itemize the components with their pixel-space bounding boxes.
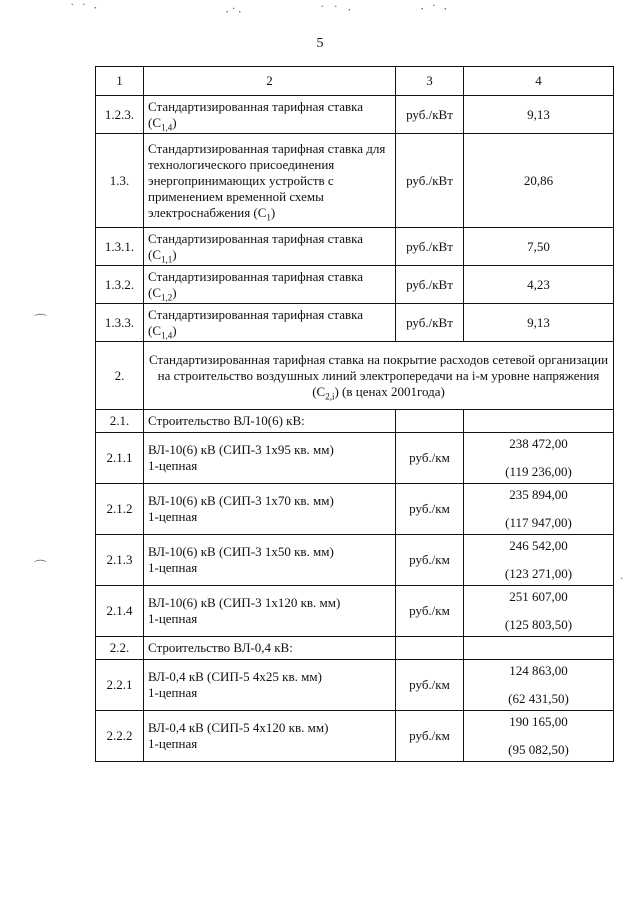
row-unit: руб./км xyxy=(396,433,464,484)
row-name: Стандартизированная тарифная ставка $(C_{1,4})$ xyxy=(144,304,396,342)
scan-artifact: ⌒ xyxy=(34,559,48,574)
row-name: ВЛ-0,4 кВ (СИП-5 4х120 кв. мм) 1-цепная xyxy=(144,711,396,762)
column-header: 3 xyxy=(396,67,464,96)
table-row xyxy=(96,134,614,228)
scan-artifact: · ˙ · xyxy=(420,1,450,16)
row-number: 2.1.3 xyxy=(96,535,144,586)
table-row xyxy=(96,484,614,535)
scan-artifact: ⌒ xyxy=(34,313,48,328)
table-row xyxy=(96,535,614,586)
row-unit: руб./км xyxy=(396,484,464,535)
row-value: 238 472,00 (119 236,00) xyxy=(464,433,614,484)
table-row xyxy=(96,228,614,266)
row-value: 251 607,00 (125 803,50) xyxy=(464,586,614,637)
row-unit: руб./км xyxy=(396,660,464,711)
row-number: 2.1.4 xyxy=(96,586,144,637)
scan-artifact: · xyxy=(620,574,624,585)
row-value: 235 894,00 (117 947,00) xyxy=(464,484,614,535)
table-row xyxy=(96,266,614,304)
scan-artifact: ˙ ˙ · xyxy=(320,2,355,17)
row-number: 2.2.1 xyxy=(96,660,144,711)
group-row xyxy=(96,342,614,410)
row-name: Стандартизированная тарифная ставка $(C_{1,4})$ xyxy=(144,96,396,134)
group-title: Стандартизированная тарифная ставка на покрытие расходов сетевой организации на строительство воздушных линий электропередачи на i-м уровне напряжения $(C_{2,i})$ (в ценах 2001года) xyxy=(144,342,614,410)
column-header: 4 xyxy=(464,67,614,96)
row-number: 2.1.2 xyxy=(96,484,144,535)
row-name: ВЛ-10(6) кВ (СИП-3 1х120 кв. мм) 1-цепная xyxy=(144,586,396,637)
row-number: 2.1. xyxy=(96,410,144,433)
row-name: Стандартизированная тарифная ставка $(C_{1,2})$ xyxy=(144,266,396,304)
row-value: 4,23 xyxy=(464,266,614,304)
table-row xyxy=(96,660,614,711)
row-unit: руб./кВт xyxy=(396,134,464,228)
scan-artifact: ˙ ˙ · xyxy=(70,0,100,15)
table-row xyxy=(96,586,614,637)
row-value: 124 863,00 (62 431,50) xyxy=(464,660,614,711)
row-unit: руб./км xyxy=(396,711,464,762)
empty-cell xyxy=(396,410,464,433)
table-row xyxy=(96,96,614,134)
column-header: 2 xyxy=(144,67,396,96)
section-row xyxy=(96,637,614,660)
row-name: ВЛ-10(6) кВ (СИП-3 1х95 кв. мм) 1-цепная xyxy=(144,433,396,484)
row-number: 2.2.2 xyxy=(96,711,144,762)
empty-cell xyxy=(396,637,464,660)
empty-cell xyxy=(464,637,614,660)
row-value: 20,86 xyxy=(464,134,614,228)
row-number: 1.3. xyxy=(96,134,144,228)
row-number: 1.3.3. xyxy=(96,304,144,342)
row-unit: руб./кВт xyxy=(396,266,464,304)
row-unit: руб./км xyxy=(396,586,464,637)
column-header: 1 xyxy=(96,67,144,96)
row-unit: руб./км xyxy=(396,535,464,586)
table-row xyxy=(96,711,614,762)
empty-cell xyxy=(464,410,614,433)
section-row xyxy=(96,410,614,433)
row-unit: руб./кВт xyxy=(396,304,464,342)
row-number: 2.2. xyxy=(96,637,144,660)
row-value: 7,50 xyxy=(464,228,614,266)
page-number: 5 xyxy=(316,36,324,51)
scan-artifact: ·˙· xyxy=(225,4,244,19)
row-number: 1.3.1. xyxy=(96,228,144,266)
row-value: 246 542,00 (123 271,00) xyxy=(464,535,614,586)
row-value: 9,13 xyxy=(464,96,614,134)
table-header-row xyxy=(96,67,614,96)
row-name: Стандартизированная тарифная ставка $(C_{1,1})$ xyxy=(144,228,396,266)
row-number: 1.3.2. xyxy=(96,266,144,304)
row-value: 190 165,00 (95 082,50) xyxy=(464,711,614,762)
row-name: Стандартизированная тарифная ставка для технологического присоединения энергопринимающих устройств с применением временной схемы электроснабжения $(C_1)$ xyxy=(144,134,396,228)
row-number: 2. xyxy=(96,342,144,410)
table-row xyxy=(96,433,614,484)
row-name: ВЛ-0,4 кВ (СИП-5 4х25 кв. мм) 1-цепная xyxy=(144,660,396,711)
row-unit: руб./кВт xyxy=(396,228,464,266)
row-number: 2.1.1 xyxy=(96,433,144,484)
table-row xyxy=(96,304,614,342)
row-value: 9,13 xyxy=(464,304,614,342)
row-number: 1.2.3. xyxy=(96,96,144,134)
row-name: ВЛ-10(6) кВ (СИП-3 1х50 кв. мм) 1-цепная xyxy=(144,535,396,586)
row-unit: руб./кВт xyxy=(396,96,464,134)
tariff-table xyxy=(95,66,614,762)
section-title: Строительство ВЛ-10(6) кВ: xyxy=(144,410,396,433)
row-name: ВЛ-10(6) кВ (СИП-3 1х70 кв. мм) 1-цепная xyxy=(144,484,396,535)
section-title: Строительство ВЛ-0,4 кВ: xyxy=(144,637,396,660)
